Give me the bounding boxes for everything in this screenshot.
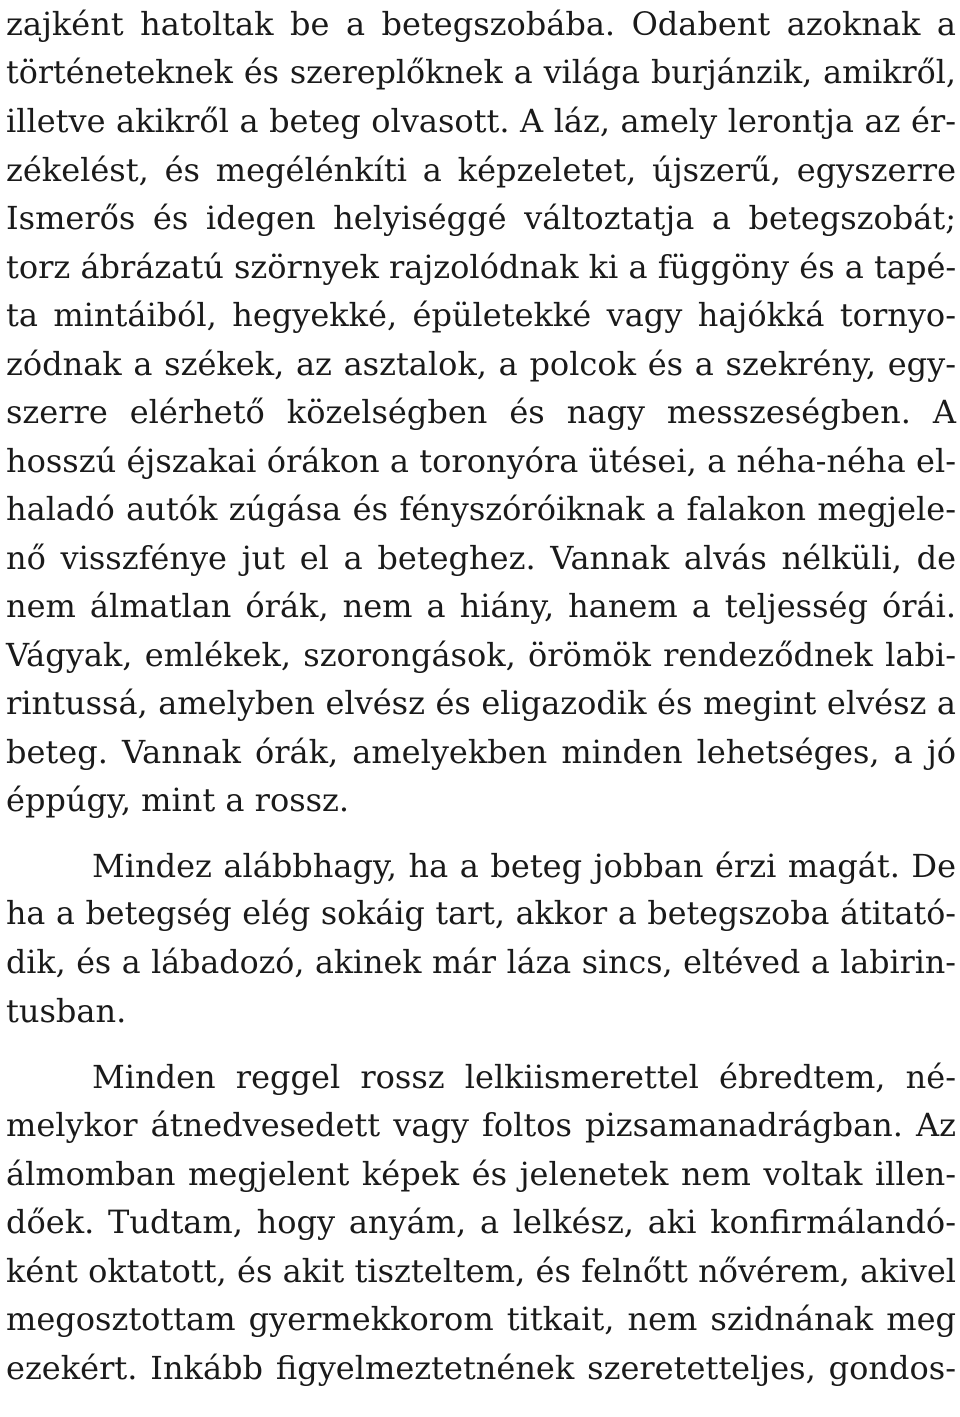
text-line: nem álmatlan órák, nem a hiány, hanem a teljesség órái.: [6, 587, 956, 625]
text-line: ezekért. Inkább figyelmeztetnének szeretetteljes, gondos-: [6, 1348, 956, 1387]
text-line: zajként hatoltak be a betegszobába. Odabent azoknak a: [6, 5, 956, 43]
text-line: megosztottam gyermekkorom titkait, nem szidnának meg: [6, 1300, 956, 1338]
text-line: zékelést, és megélénkíti a képzeletet, újszerű, egyszerre: [6, 150, 956, 189]
text-line: melykor átnedvesedett vagy foltos pizsamanadrágban. Az: [6, 1106, 956, 1144]
text-line: szerre elérhető közelségben és nagy messzeségben. A: [6, 393, 956, 431]
document-page: [6, 0, 956, 1392]
text-line: hosszú éjszakai órákon a toronyóra ütései, a néha-néha el-: [6, 441, 956, 480]
text-line: nő visszfénye jut el a beteghez. Vannak alvás nélküli, de: [6, 538, 956, 577]
text-line: éppúgy, mint a rossz.: [6, 781, 350, 819]
paragraph-spacer: [6, 1036, 956, 1053]
text-line: rintussá, amelyben elvész és eligazodik és megint elvész a: [6, 684, 956, 722]
paragraph-2: [6, 842, 956, 1036]
paragraph-1: [6, 0, 956, 825]
text-line: tusban.: [6, 992, 127, 1030]
text-line: Minden reggel rossz lelkiismerettel ébredtem, né-: [92, 1057, 956, 1096]
text-line: ként oktatott, és akit tiszteltem, és felnőtt nővérem, akivel: [6, 1251, 956, 1290]
text-line: Ismerős és idegen helyiséggé változtatja a betegszobát;: [6, 199, 956, 237]
text-line: dőek. Tudtam, hogy anyám, a lelkész, aki konfirmálandó-: [6, 1203, 956, 1241]
text-line: zódnak a székek, az asztalok, a polcok és a szekrény, egy-: [6, 344, 956, 383]
text-line: ta mintáiból, hegyekké, épületekké vagy hajókká tornyo-: [6, 296, 956, 334]
text-line: ha a betegség elég sokáig tart, akkor a betegszoba átitató-: [6, 896, 956, 932]
text-line: beteg. Vannak órák, amelyekben minden lehetséges, a jó: [6, 732, 956, 771]
text-line: torz ábrázatú szörnyek rajzolódnak ki a függöny és a tapé-: [6, 247, 957, 286]
text-line: álmomban megjelent képek és jelenetek nem voltak illen-: [6, 1154, 956, 1193]
text-line: haladó autók zúgása és fényszóróiknak a falakon megjele-: [6, 490, 956, 528]
text-line: dik, és a lábadozó, akinek már láza sincs, eltéved a labirin-: [6, 944, 956, 981]
text-line: Mindez alábbhagy, ha a beteg jobban érzi magát. De: [92, 846, 956, 885]
paragraph-spacer: [6, 825, 956, 842]
text-line: Vágyak, emlékek, szorongások, örömök rendeződnek labi-: [6, 635, 956, 674]
text-line: történeteknek és szereplőknek a világa burjánzik, amikről,: [6, 54, 956, 91]
text-line: illetve akikről a beteg olvasott. A láz, amely lerontja az ér-: [6, 102, 956, 140]
paragraph-3: [6, 1053, 956, 1393]
